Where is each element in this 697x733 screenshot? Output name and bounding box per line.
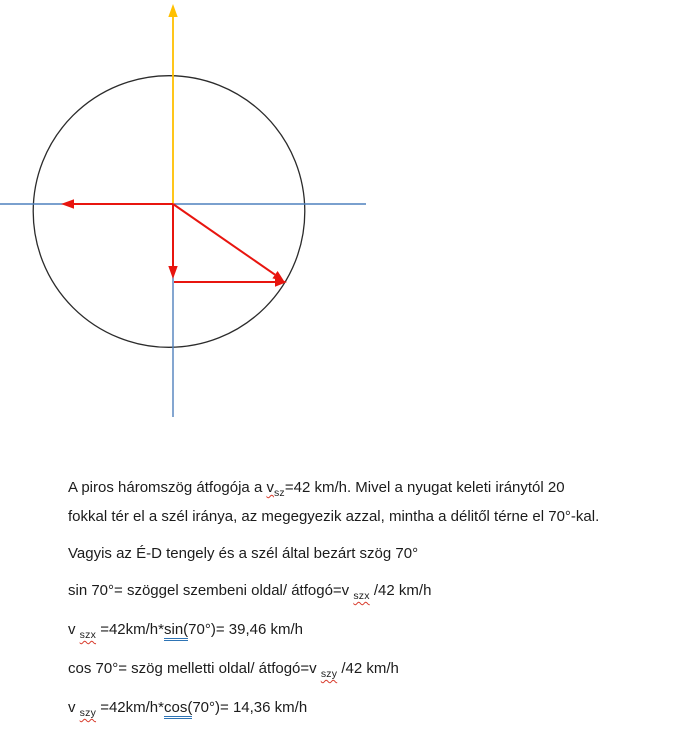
p3-text-a: sin 70°= szöggel szembeni oldal/ átfogó=v <box>68 582 354 599</box>
p4-text-a: v <box>68 621 80 638</box>
paragraph-cos-definition <box>68 655 674 684</box>
v-szx-subscript: szx <box>79 629 97 641</box>
v-szy-subscript: szy <box>79 707 97 719</box>
v-szy-subscript: szy <box>320 668 338 680</box>
north-axis-arrow <box>168 4 177 204</box>
v-szx-subscript: szx <box>353 590 370 602</box>
paragraph-cos-result <box>68 694 674 723</box>
v-sz-subscript: sz <box>273 487 285 499</box>
p4-text-b: =42km/h* <box>96 621 164 638</box>
p1-text-a: A piros háromszög átfogója a <box>68 479 267 496</box>
p6-text-a: v <box>68 699 80 716</box>
sin-function-underlined: sin( <box>164 621 188 641</box>
compass-circle <box>33 76 305 348</box>
solution-text <box>68 474 674 733</box>
paragraph-sin-definition <box>68 577 674 606</box>
p4-text-c: 70°)= 39,46 km/h <box>188 621 303 638</box>
p6-text-c: 70°)= 14,36 km/h <box>192 699 308 716</box>
v-symbol: v <box>266 479 274 496</box>
cos-function-underlined: cos( <box>164 699 192 719</box>
p1-text-c: fokkal tér el a szél iránya, az megegyezik azzal, mintha a délitől térne el 70°-kal. <box>68 508 600 525</box>
p3-text-b: /42 km/h <box>369 582 432 599</box>
wind-south-component-arrow <box>168 204 177 279</box>
wind-resultant-vector-arrow <box>173 204 284 281</box>
v-sz-term <box>266 479 285 499</box>
p2-text: Vagyis az É-D tengely és a szél által bezárt szög 70° <box>68 545 419 562</box>
p1-text-b: =42 km/h. Mivel a nyugat keleti iránytól 20 <box>284 479 565 496</box>
paragraph-hypotenuse <box>68 474 674 530</box>
paragraph-angle <box>68 540 674 567</box>
triangle-base-arrow <box>174 277 287 286</box>
p6-text-b: =42km/h* <box>96 699 164 716</box>
wind-west-component-arrow <box>61 199 173 208</box>
p5-text-a: cos 70°= szög melletti oldal/ átfogó=v <box>68 660 321 677</box>
paragraph-sin-result <box>68 616 674 645</box>
p5-text-b: /42 km/h <box>337 660 399 677</box>
